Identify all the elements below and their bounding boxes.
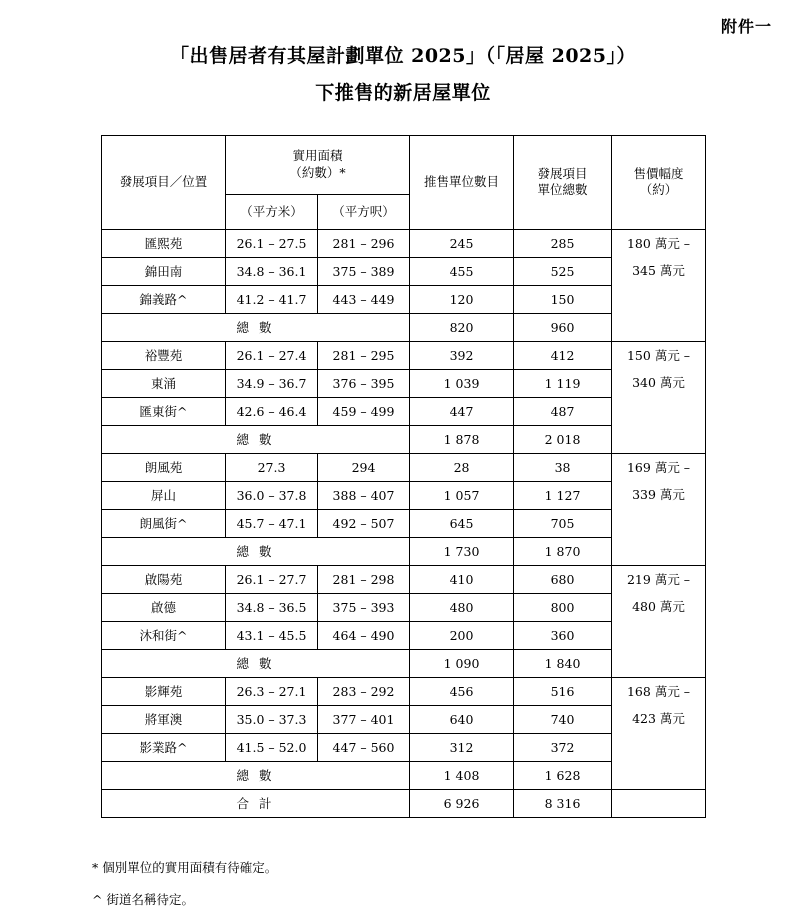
subtotal-total-units: 1 628 [514, 761, 612, 789]
grand-total-total-units: 8 316 [514, 789, 612, 817]
col-header-units-for-sale: 推售單位數目 [410, 135, 514, 229]
cell-sqft: 377 – 401 [318, 705, 410, 733]
cell-price-range-line2: 340 萬元 [612, 369, 706, 397]
project-district: 錦田南 [102, 257, 226, 285]
subtotal-label: 總 數 [102, 649, 410, 677]
cell-sqft: 281 – 295 [318, 341, 410, 369]
subtotal-units-for-sale: 1 730 [410, 537, 514, 565]
cell-sqft: 376 – 395 [318, 369, 410, 397]
cell-price-range-line2: 423 萬元 [612, 705, 706, 733]
cell-sqft: 375 – 389 [318, 257, 410, 285]
project-street: 錦義路^ [102, 285, 226, 313]
footnote-saleable-area: * 個別單位的實用面積有待確定。 [92, 859, 278, 875]
cell-units-for-sale: 447 [410, 397, 514, 425]
col-header-saleable-area-line1: 實用面積 [292, 148, 343, 163]
cell-price-range-line2: 480 萬元 [612, 593, 706, 621]
cell-sqft: 375 – 393 [318, 593, 410, 621]
table-row [102, 369, 706, 397]
table-row-grand-total [102, 789, 706, 817]
project-district: 東涌 [102, 369, 226, 397]
cell-units-for-sale: 120 [410, 285, 514, 313]
cell-units-for-sale: 28 [410, 453, 514, 481]
cell-total-units: 680 [514, 565, 612, 593]
cell-units-for-sale: 645 [410, 509, 514, 537]
cell-units-for-sale: 410 [410, 565, 514, 593]
footnote-street-name: ^ 街道名稱待定。 [92, 892, 194, 908]
subtotal-total-units: 1 870 [514, 537, 612, 565]
cell-total-units: 516 [514, 677, 612, 705]
page-title-line-1: 「出售居者有其屋計劃單位 2025」（「居屋 2025」） [170, 45, 636, 67]
cell-sqm: 42.6 – 46.4 [226, 397, 318, 425]
cell-total-units: 412 [514, 341, 612, 369]
subtotal-units-for-sale: 1 878 [410, 425, 514, 453]
project-district: 屏山 [102, 481, 226, 509]
cell-sqm: 26.1 – 27.7 [226, 565, 318, 593]
table-row [102, 509, 706, 537]
subtotal-units-for-sale: 1 090 [410, 649, 514, 677]
table-row-subtotal [102, 537, 706, 565]
table-row [102, 481, 706, 509]
table-row [102, 705, 706, 733]
grand-total-label: 合 計 [102, 789, 410, 817]
cell-total-units: 1 119 [514, 369, 612, 397]
footnotes [92, 852, 806, 917]
cell-units-for-sale: 245 [410, 229, 514, 257]
cell-total-units: 360 [514, 621, 612, 649]
cell-total-units: 740 [514, 705, 612, 733]
cell-sqm: 36.0 – 37.8 [226, 481, 318, 509]
project-street: 朗風街^ [102, 509, 226, 537]
col-header-total-units [514, 135, 612, 229]
project-name: 朗風苑 [102, 453, 226, 481]
project-district: 將軍澳 [102, 705, 226, 733]
cell-units-for-sale: 312 [410, 733, 514, 761]
table-row-subtotal [102, 313, 706, 341]
housing-units-table-wrap [101, 135, 705, 818]
cell-sqft: 388 – 407 [318, 481, 410, 509]
cell-units-for-sale: 640 [410, 705, 514, 733]
project-district: 啟德 [102, 593, 226, 621]
subtotal-total-units: 2 018 [514, 425, 612, 453]
subtotal-label: 總 數 [102, 537, 410, 565]
cell-units-for-sale: 1 057 [410, 481, 514, 509]
cell-sqm: 41.5 – 52.0 [226, 733, 318, 761]
table-row [102, 285, 706, 313]
cell-sqft: 281 – 298 [318, 565, 410, 593]
subtotal-total-units: 1 840 [514, 649, 612, 677]
subtotal-units-for-sale: 1 408 [410, 761, 514, 789]
cell-sqm: 34.8 – 36.5 [226, 593, 318, 621]
cell-sqm: 27.3 [226, 453, 318, 481]
cell-sqm: 34.9 – 36.7 [226, 369, 318, 397]
cell-total-units: 705 [514, 509, 612, 537]
cell-total-units: 525 [514, 257, 612, 285]
cell-price-range-line1: 169 萬元 – [612, 453, 706, 481]
cell-sqft: 443 – 449 [318, 285, 410, 313]
cell-units-for-sale: 456 [410, 677, 514, 705]
cell-total-units: 487 [514, 397, 612, 425]
table-row [102, 397, 706, 425]
table-row [102, 677, 706, 705]
cell-price-range-line2: 339 萬元 [612, 481, 706, 509]
housing-units-table [101, 135, 706, 818]
cell-sqm: 35.0 – 37.3 [226, 705, 318, 733]
subtotal-label: 總 數 [102, 313, 410, 341]
table-row [102, 621, 706, 649]
cell-sqft: 283 – 292 [318, 677, 410, 705]
cell-sqm: 26.3 – 27.1 [226, 677, 318, 705]
cell-units-for-sale: 1 039 [410, 369, 514, 397]
table-row [102, 341, 706, 369]
cell-total-units: 150 [514, 285, 612, 313]
cell-total-units: 800 [514, 593, 612, 621]
cell-sqft: 294 [318, 453, 410, 481]
cell-price-range-line2: 345 萬元 [612, 257, 706, 285]
table-row [102, 229, 706, 257]
cell-price-range-line1: 180 萬元 – [612, 229, 706, 257]
cell-sqm: 26.1 – 27.5 [226, 229, 318, 257]
project-name: 匯熙苑 [102, 229, 226, 257]
page-title-line-2: 下推售的新居屋單位 [315, 82, 491, 105]
cell-sqm: 41.2 – 41.7 [226, 285, 318, 313]
project-street: 影業路^ [102, 733, 226, 761]
cell-sqm: 26.1 – 27.4 [226, 341, 318, 369]
col-header-project-location: 發展項目／位置 [102, 135, 226, 229]
col-header-saleable-area [226, 135, 410, 194]
subtotal-label: 總 數 [102, 425, 410, 453]
table-row [102, 565, 706, 593]
grand-total-units-for-sale: 6 926 [410, 789, 514, 817]
cell-sqm: 34.8 – 36.1 [226, 257, 318, 285]
cell-sqft: 281 – 296 [318, 229, 410, 257]
table-row-subtotal [102, 649, 706, 677]
subtotal-units-for-sale: 820 [410, 313, 514, 341]
table-row-subtotal [102, 425, 706, 453]
project-name: 裕豐苑 [102, 341, 226, 369]
cell-total-units: 285 [514, 229, 612, 257]
table-row [102, 257, 706, 285]
col-header-price-range [612, 135, 706, 229]
col-header-price-range-line2: （約） [639, 182, 678, 198]
table-row [102, 593, 706, 621]
table-row [102, 733, 706, 761]
cell-sqm: 45.7 – 47.1 [226, 509, 318, 537]
project-street: 沐和街^ [102, 621, 226, 649]
col-header-price-range-line1: 售價幅度 [633, 165, 684, 181]
table-row [102, 453, 706, 481]
subtotal-label: 總 數 [102, 761, 410, 789]
col-header-total-units-line2: 單位總數 [537, 182, 588, 198]
cell-sqft: 464 – 490 [318, 621, 410, 649]
cell-total-units: 38 [514, 453, 612, 481]
project-name: 影輝苑 [102, 677, 226, 705]
cell-price-range-line1: 219 萬元 – [612, 565, 706, 593]
page-title [0, 0, 806, 109]
attachment-label: 附件一 [720, 17, 772, 36]
cell-total-units: 372 [514, 733, 612, 761]
cell-total-units: 1 127 [514, 481, 612, 509]
cell-sqft: 459 – 499 [318, 397, 410, 425]
cell-price-range-line1: 150 萬元 – [612, 341, 706, 369]
table-row-subtotal [102, 761, 706, 789]
project-name: 啟陽苑 [102, 565, 226, 593]
subtotal-total-units: 960 [514, 313, 612, 341]
cell-price-range-line1: 168 萬元 – [612, 677, 706, 705]
col-header-saleable-area-line2: （約數）* [289, 164, 346, 180]
cell-sqft: 492 – 507 [318, 509, 410, 537]
cell-units-for-sale: 200 [410, 621, 514, 649]
project-street: 匯東街^ [102, 397, 226, 425]
cell-units-for-sale: 392 [410, 341, 514, 369]
cell-sqft: 447 – 560 [318, 733, 410, 761]
col-header-total-units-line1: 發展項目 [537, 165, 588, 181]
col-header-unit-sqm: （平方米） [226, 194, 318, 229]
cell-sqm: 43.1 – 45.5 [226, 621, 318, 649]
col-header-unit-sqft: （平方呎） [318, 194, 410, 229]
cell-units-for-sale: 455 [410, 257, 514, 285]
cell-units-for-sale: 480 [410, 593, 514, 621]
